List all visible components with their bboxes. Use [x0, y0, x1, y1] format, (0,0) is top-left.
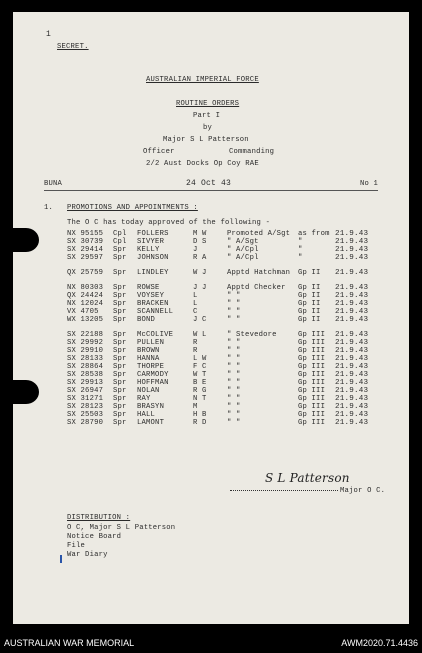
appointment: " " [227, 411, 241, 419]
group: Gp III [298, 363, 326, 371]
initials: J J [193, 284, 207, 292]
order-date: 24 Oct 43 [186, 179, 232, 188]
appointment: " " [227, 300, 241, 308]
by-label: by [203, 124, 213, 132]
table-row [13, 238, 409, 246]
surname: LAMONT [137, 419, 165, 427]
group: " [298, 238, 303, 246]
appointment: " " [227, 379, 241, 387]
surname: SIVYER [137, 238, 165, 246]
service-number: QX 25759 [67, 269, 104, 277]
table-row [13, 292, 409, 300]
appointment: " A/Sgt [227, 238, 259, 246]
appointment: " A/Cpl [227, 254, 259, 262]
service-number: SX 29913 [67, 379, 104, 387]
effective-date: 21.9.43 [335, 316, 369, 324]
surname: NOLAN [137, 387, 160, 395]
surname: BROWN [137, 347, 160, 355]
table-row [13, 411, 409, 419]
table-row [13, 331, 409, 339]
initials: D S [193, 238, 207, 246]
service-number: NX 12024 [67, 300, 104, 308]
surname: PULLEN [137, 339, 165, 347]
appointment: " " [227, 316, 241, 324]
initials: W T [193, 371, 207, 379]
service-number: SX 30739 [67, 238, 104, 246]
distribution-item: O C, Major S L Patterson [67, 524, 176, 532]
rank: Cpl [113, 230, 127, 238]
order-number: No 1 [360, 180, 379, 188]
group: Gp II [298, 292, 321, 300]
table-row [13, 403, 409, 411]
effective-date: 21.9.43 [335, 292, 369, 300]
signature-line [230, 490, 338, 491]
blue-tick-mark [60, 555, 62, 563]
surname: HALL [137, 411, 156, 419]
effective-date: 21.9.43 [335, 371, 369, 379]
service-number: SX 28133 [67, 355, 104, 363]
surname: BRASYN [137, 403, 165, 411]
appointment: " Stevedore [227, 331, 277, 339]
surname: McCOLIVE [137, 331, 174, 339]
rank: Spr [113, 395, 127, 403]
table-row [13, 387, 409, 395]
effective-date: 21.9.43 [335, 419, 369, 427]
table-row [13, 347, 409, 355]
distribution-item: File [67, 542, 86, 550]
surname: BRACKEN [137, 300, 169, 308]
surname: HANNA [137, 355, 160, 363]
rank: Spr [113, 379, 127, 387]
group: " [298, 246, 303, 254]
surname: HOFFMAN [137, 379, 169, 387]
group: Gp III [298, 419, 326, 427]
place-label: BUNA [44, 180, 63, 188]
rank: Spr [113, 331, 127, 339]
effective-date: 21.9.43 [335, 269, 369, 277]
initials: R [193, 347, 198, 355]
rank: Spr [113, 387, 127, 395]
effective-date: 21.9.43 [335, 331, 369, 339]
group: Gp III [298, 403, 326, 411]
surname: KELLY [137, 246, 160, 254]
effective-date: 21.9.43 [335, 238, 369, 246]
initials: R [193, 339, 198, 347]
surname: LINDLEY [137, 269, 169, 277]
effective-date: 21.9.43 [335, 363, 369, 371]
group: Gp III [298, 387, 326, 395]
appointment: " " [227, 308, 241, 316]
major-name: Major S L Patterson [163, 136, 249, 144]
group: Gp III [298, 371, 326, 379]
service-number: NX 95155 [67, 230, 104, 238]
rank: Spr [113, 300, 127, 308]
appointment: " A/Cpl [227, 246, 259, 254]
group: Gp II [298, 316, 321, 324]
section-title: PROMOTIONS AND APPOINTMENTS : [67, 204, 198, 212]
appointment: Apptd Hatchman [227, 269, 291, 277]
signature: S L Patterson [265, 471, 350, 485]
rank: Cpl [113, 238, 127, 246]
footer-left: AUSTRALIAN WAR MEMORIAL [4, 638, 135, 648]
table-row [13, 269, 409, 277]
group: Gp III [298, 411, 326, 419]
initials: N T [193, 395, 207, 403]
initials: J [193, 246, 198, 254]
initials: W L [193, 331, 207, 339]
initials: H B [193, 411, 207, 419]
effective-date: 21.9.43 [335, 355, 369, 363]
effective-date: 21.9.43 [335, 246, 369, 254]
initials: R G [193, 387, 207, 395]
service-number: SX 29597 [67, 254, 104, 262]
rank: Spr [113, 308, 127, 316]
group: Gp III [298, 331, 326, 339]
service-number: NX 80303 [67, 284, 104, 292]
officer-label: Officer [143, 148, 175, 156]
service-number: SX 28123 [67, 403, 104, 411]
appointment: " " [227, 292, 241, 300]
service-number: QX 24424 [67, 292, 104, 300]
rank: Spr [113, 339, 127, 347]
table-row [13, 308, 409, 316]
table-row [13, 395, 409, 403]
document-title: ROUTINE ORDERS [176, 100, 240, 108]
footer-right: AWM2020.71.4436 [341, 638, 418, 648]
surname: BOND [137, 316, 156, 324]
service-number: SX 25503 [67, 411, 104, 419]
service-number: SX 28538 [67, 371, 104, 379]
appointment: " " [227, 339, 241, 347]
appointment: " " [227, 403, 241, 411]
appointment: " " [227, 419, 241, 427]
service-number: SX 31271 [67, 395, 104, 403]
section-number: 1. [44, 204, 54, 212]
initials: M [193, 403, 198, 411]
distribution-title: DISTRIBUTION : [67, 514, 131, 522]
rank: Spr [113, 363, 127, 371]
signoff: Major O C. [340, 487, 386, 495]
rank: Spr [113, 355, 127, 363]
classification: SECRET. [57, 43, 89, 51]
effective-date: 21.9.43 [335, 347, 369, 355]
initials: B E [193, 379, 207, 387]
commanding-label: Commanding [229, 148, 275, 156]
table-row [13, 300, 409, 308]
initials: W J [193, 269, 207, 277]
unit-name: 2/2 Aust Docks Op Coy RAE [146, 160, 259, 168]
group: Gp II [298, 308, 321, 316]
group: Gp III [298, 339, 326, 347]
organization-title: AUSTRALIAN IMPERIAL FORCE [146, 76, 259, 84]
effective-date: 21.9.43 [335, 411, 369, 419]
table-row [13, 284, 409, 292]
group: Gp II [298, 284, 321, 292]
service-number: SX 28864 [67, 363, 104, 371]
table-row [13, 419, 409, 427]
group: Gp II [298, 269, 321, 277]
table-row [13, 355, 409, 363]
effective-date: 21.9.43 [335, 254, 369, 262]
group: Gp III [298, 379, 326, 387]
group: as from [298, 230, 330, 238]
surname: ROWSE [137, 284, 160, 292]
initials: R A [193, 254, 207, 262]
rank: Spr [113, 269, 127, 277]
initials: L W [193, 355, 207, 363]
intro-text: The O C has today approved of the following - [67, 219, 271, 227]
surname: VOYSEY [137, 292, 165, 300]
initials: J C [193, 316, 207, 324]
corner-mark: 1 [46, 30, 52, 39]
surname: RAY [137, 395, 151, 403]
effective-date: 21.9.43 [335, 284, 369, 292]
surname: FOLLERS [137, 230, 169, 238]
effective-date: 21.9.43 [335, 395, 369, 403]
initials: F C [193, 363, 207, 371]
rank: Spr [113, 246, 127, 254]
group: Gp II [298, 300, 321, 308]
initials: L [193, 292, 198, 300]
rank: Spr [113, 316, 127, 324]
distribution-item: Notice Board [67, 533, 122, 541]
group: " [298, 254, 303, 262]
surname: CARMODY [137, 371, 169, 379]
surname: THORPE [137, 363, 165, 371]
effective-date: 21.9.43 [335, 300, 369, 308]
group: Gp III [298, 355, 326, 363]
appointment: " " [227, 371, 241, 379]
service-number: SX 22188 [67, 331, 104, 339]
rank: Spr [113, 347, 127, 355]
service-number: VX 4705 [67, 308, 99, 316]
surname: SCANNELL [137, 308, 174, 316]
part-label: Part I [193, 112, 221, 120]
group: Gp III [298, 347, 326, 355]
table-row [13, 246, 409, 254]
effective-date: 21.9.43 [335, 379, 369, 387]
effective-date: 21.9.43 [335, 308, 369, 316]
table-row [13, 230, 409, 238]
rank: Spr [113, 403, 127, 411]
group: Gp III [298, 395, 326, 403]
rank: Spr [113, 371, 127, 379]
rank: Spr [113, 284, 127, 292]
appointment: " " [227, 347, 241, 355]
initials: L [193, 300, 198, 308]
appointment: " " [227, 363, 241, 371]
initials: C [193, 308, 198, 316]
table-row [13, 316, 409, 324]
table-row [13, 371, 409, 379]
table-row [13, 254, 409, 262]
distribution-item: War Diary [67, 551, 108, 559]
service-number: SX 28790 [67, 419, 104, 427]
effective-date: 21.9.43 [335, 387, 369, 395]
table-row [13, 339, 409, 347]
effective-date: 21.9.43 [335, 230, 369, 238]
rank: Spr [113, 411, 127, 419]
rank: Spr [113, 419, 127, 427]
service-number: SX 29992 [67, 339, 104, 347]
service-number: SX 26947 [67, 387, 104, 395]
service-number: SX 29910 [67, 347, 104, 355]
table-row [13, 379, 409, 387]
effective-date: 21.9.43 [335, 403, 369, 411]
appointment: Promoted A/Sgt [227, 230, 291, 238]
service-number: WX 13205 [67, 316, 104, 324]
appointment: " " [227, 395, 241, 403]
appointment: Apptd Checker [227, 284, 286, 292]
service-number: SX 29414 [67, 246, 104, 254]
surname: JOHNSON [137, 254, 169, 262]
header-rule [44, 190, 378, 191]
rank: Spr [113, 254, 127, 262]
document-page [13, 12, 409, 624]
appointment: " " [227, 355, 241, 363]
table-row [13, 363, 409, 371]
rank: Spr [113, 292, 127, 300]
appointment: " " [227, 387, 241, 395]
initials: R D [193, 419, 207, 427]
effective-date: 21.9.43 [335, 339, 369, 347]
initials: M W [193, 230, 207, 238]
